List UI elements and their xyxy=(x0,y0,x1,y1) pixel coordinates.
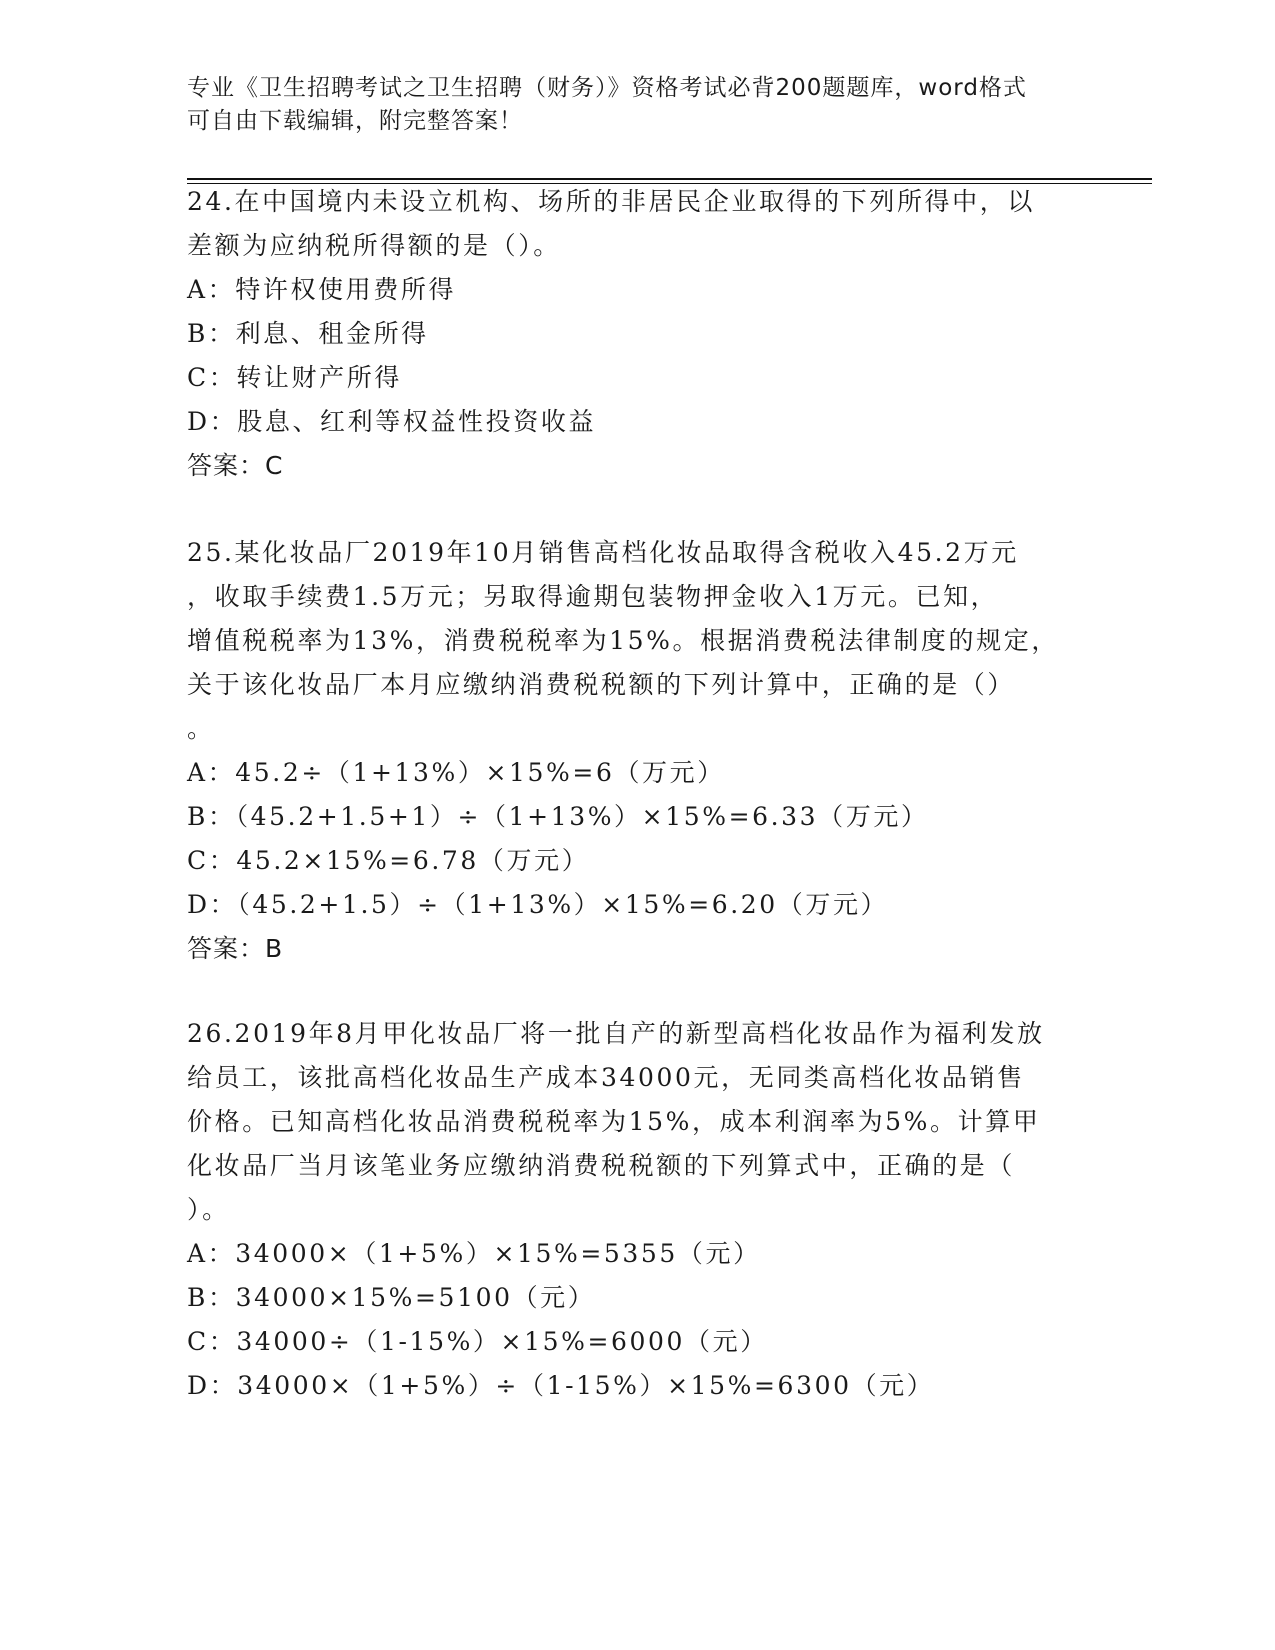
question-25-answer: 答案：B xyxy=(187,934,284,963)
question-24-answer: 答案：C xyxy=(187,451,284,480)
question-25-text-line-1: 25.某化妆品厂2019年10月销售高档化妆品取得含税收入45.2万元 xyxy=(187,538,1019,567)
question-24-text-line-1: 24.在中国境内未设立机构、场所的非居民企业取得的下列所得中，以 xyxy=(187,187,1035,216)
question-26-text-line-2: 给员工，该批高档化妆品生产成本34000元，无同类高档化妆品销售 xyxy=(187,1063,1025,1092)
question-25-text-line-4: 关于该化妆品厂本月应缴纳消费税税额的下列计算中，正确的是（） xyxy=(187,670,1016,699)
question-25-option-d: D：（45.2+1.5）÷（1+13%）×15%=6.20（万元） xyxy=(187,890,889,919)
document-header xyxy=(187,72,1087,138)
question-26-option-a: A：34000×（1+5%）×15%=5355（元） xyxy=(187,1239,761,1268)
question-25-text-line-2: ，收取手续费1.5万元；另取得逾期包装物押金收入1万元。已知， xyxy=(187,582,999,611)
question-25-option-c: C：45.2×15%=6.78（万元） xyxy=(187,846,590,875)
question-24-text-line-2: 差额为应纳税所得额的是（）。 xyxy=(187,231,561,260)
question-26-option-b: B：34000×15%=5100（元） xyxy=(187,1283,596,1312)
question-26-text-line-3: 价格。已知高档化妆品消费税税率为15%，成本利润率为5%。计算甲 xyxy=(187,1107,1041,1136)
question-24-option-b: B：利息、租金所得 xyxy=(187,319,429,348)
header-divider-thick xyxy=(187,178,1152,180)
question-25-text-line-5: 。 xyxy=(187,714,215,743)
question-25-text-line-3: 增值税税率为13%，消费税税率为15%。根据消费税法律制度的规定， xyxy=(187,626,1059,655)
header-line-1: 专业《卫生招聘考试之卫生招聘（财务）》资格考试必背200题题库，word格式 xyxy=(187,75,1027,101)
question-26-option-d: D：34000×（1+5%）÷（1-15%）×15%=6300（元） xyxy=(187,1371,935,1400)
question-26-option-c: C：34000÷（1-15%）×15%=6000（元） xyxy=(187,1327,768,1356)
question-26-text-line-5: ）。 xyxy=(187,1195,230,1224)
question-24-option-c: C：转让财产所得 xyxy=(187,363,402,392)
question-26-text-line-4: 化妆品厂当月该笔业务应缴纳消费税税额的下列算式中，正确的是（ xyxy=(187,1151,1016,1180)
header-divider-thin xyxy=(187,183,1152,184)
question-24-option-d: D：股息、红利等权益性投资收益 xyxy=(187,407,597,436)
question-25-option-a: A：45.2÷（1+13%）×15%=6（万元） xyxy=(187,758,725,787)
header-line-2: 可自由下载编辑，附完整答案！ xyxy=(187,108,523,134)
question-26-text-line-1: 26.2019年8月甲化妆品厂将一批自产的新型高档化妆品作为福利发放 xyxy=(187,1019,1045,1048)
question-24-option-a: A：特许权使用费所得 xyxy=(187,275,457,304)
question-25-option-b: B：（45.2+1.5+1）÷（1+13%）×15%=6.33（万元） xyxy=(187,802,929,831)
